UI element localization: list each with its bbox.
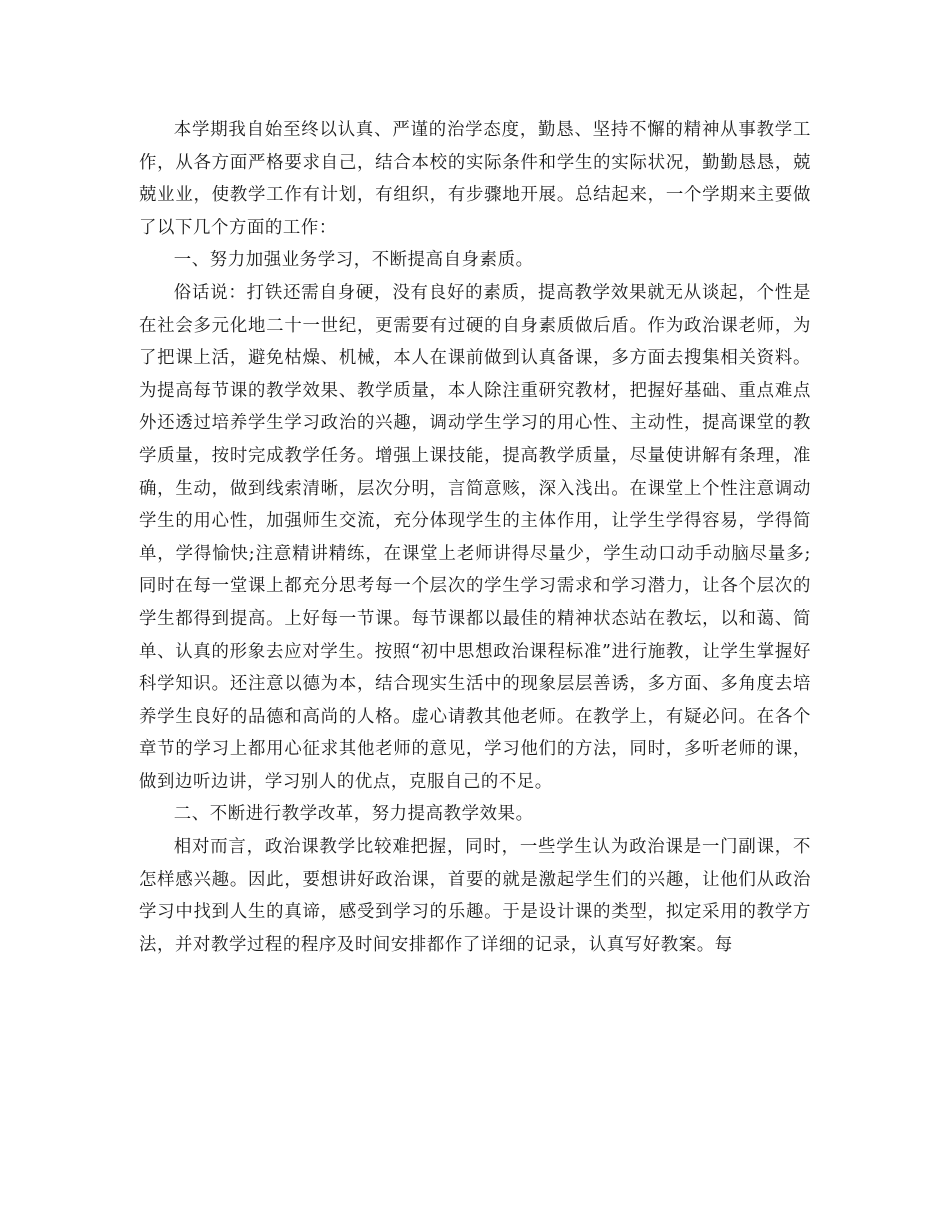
paragraph-section-2: 相对而言，政治课教学比较难把握，同时，一些学生认为政治课是一门副课，不怎样感兴趣。因此，要想讲好政治课，首要的就是激起学生们的兴趣，让他们从政治学习中找到人生的真谛，感受到学习的乐趣。于是设计课的类型，拟定采用的教学方法，并对教学过程的程序及时间安排都作了详细的记录，认真写好教案。每 <box>139 837 811 955</box>
paragraph-intro: 本学期我自始至终以认真、严谨的治学态度，勤恳、坚持不懈的精神从事教学工作，从各方面严格要求自己，结合本校的实际条件和学生的实际状况，勤勤恳恳，兢兢业业，使教学工作有计划，有组织，有步骤地开展。总结起来，一个学期来主要做了以下几个方面的工作： <box>139 120 811 238</box>
document-body <box>139 114 811 961</box>
paragraph-section-1: 俗话说：打铁还需自身硬，没有良好的素质，提高教学效果就无从谈起，个性是在社会多元化地二十一世纪，更需要有过硬的自身素质做后盾。作为政治课老师，为了把课上活，避免枯燥、机械，本人在课前做到认真备课，多方面去搜集相关资料。为提高每节课的教学效果、教学质量，本人除注重研究教材，把握好基础、重点难点外还透过培养学生学习政治的兴趣，调动学生学习的用心性、主动性，提高课堂的教学质量，按时完成教学任务。增强上课技能，提高教学质量，尽量使讲解有条理，准确，生动，做到线索清晰，层次分明，言简意赅，深入浅出。在课堂上个性注意调动学生的用心性，加强师生交流，充分体现学生的主体作用，让学生学得容易，学得简单，学得愉快;注意精讲精练，在课堂上老师讲得尽量少，学生动口动手动脑尽量多;同时在每一堂课上都充分思考每一个层次的学生学习需求和学习潜力，让各个层次的学生都得到提高。上好每一节课。每节课都以最佳的精神状态站在教坛，以和蔼、简单、认真的形象去应对学生。按照“初中思想政治课程标准”进行施教，让学生掌握好科学知识。还注意以德为本，结合现实生活中的现象层层善诱，多方面、多角度去培养学生良好的品德和高尚的人格。虚心请教其他老师。在教学上，有疑必问。在各个章节的学习上都用心征求其他老师的意见，学习他们的方法，同时，多听老师的课，做到边听边讲，学习别人的优点，克服自己的不足。 <box>139 282 811 792</box>
section-heading-2: 二、不断进行教学改革，努力提高教学效果。 <box>173 804 534 825</box>
section-heading-1: 一、努力加强业务学习，不断提高自身素质。 <box>173 250 534 271</box>
